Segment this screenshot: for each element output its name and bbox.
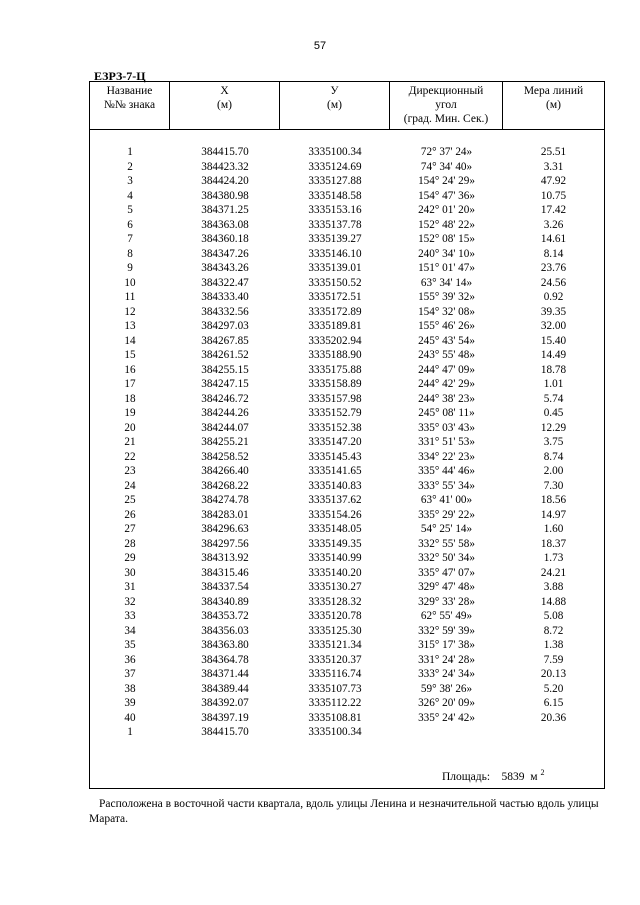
cell-angle: 326° 20' 09» [418, 697, 475, 709]
cell-length: 47.92 [540, 175, 567, 187]
cell-point-number: 16 [124, 363, 136, 376]
table-row [90, 667, 604, 682]
cell-length: 39.35 [540, 305, 567, 318]
cell-angle: 334° 22' 23» [418, 450, 475, 463]
cell-point-number: 7 [127, 233, 133, 245]
cell-point-number: 10 [124, 276, 136, 289]
cell-angle: 335° 44' 46» [418, 465, 475, 477]
cell-point-number: 35 [124, 639, 136, 651]
cell-point-number: 17 [124, 378, 136, 390]
cell-point-number: 13 [124, 320, 136, 332]
cell-x: 384397.19 [201, 711, 249, 724]
table-row [90, 696, 604, 711]
cell-y: 3335121.34 [308, 639, 362, 651]
cell-point-number: 38 [124, 682, 136, 695]
cell-y: 3335130.27 [308, 581, 362, 593]
cell-x: 384296.63 [201, 523, 249, 535]
cell-point-number: 21 [124, 436, 136, 448]
cell-y: 3335154.26 [308, 508, 362, 521]
location-note [89, 797, 609, 827]
cell-length: 3.26 [543, 218, 564, 231]
table-row [90, 624, 604, 639]
cell-x: 384415.70 [201, 146, 249, 158]
cell-angle: 152° 48' 22» [418, 218, 475, 231]
cell-point-number: 33 [124, 610, 136, 622]
cell-y: 3335100.34 [308, 146, 362, 158]
cell-x: 384423.32 [201, 160, 249, 173]
table-row [90, 232, 604, 247]
cell-x: 384283.01 [201, 508, 249, 521]
cell-length: 7.59 [543, 653, 564, 666]
table-row [90, 261, 604, 276]
cell-y: 3335145.43 [308, 450, 362, 463]
area-line [442, 768, 544, 783]
table-row [90, 725, 604, 740]
cell-y: 3335137.78 [308, 218, 362, 231]
cell-angle: 335° 24' 42» [418, 711, 475, 724]
cell-x: 384380.98 [201, 189, 249, 202]
cell-length: 5.20 [543, 682, 564, 695]
cell-point-number: 12 [124, 305, 136, 318]
cell-angle: 315° 17' 38» [418, 639, 475, 651]
table-row [90, 160, 604, 175]
cell-point-number: 22 [124, 450, 136, 463]
cell-length: 0.92 [543, 291, 564, 303]
cell-x: 384356.03 [201, 624, 249, 637]
cell-angle: 152° 08' 15» [418, 233, 475, 245]
cell-length: 17.42 [540, 204, 567, 216]
cell-x: 384371.25 [201, 204, 249, 216]
cell-length: 5.08 [543, 610, 564, 622]
table-row [90, 290, 604, 305]
cell-x: 384255.21 [201, 436, 249, 448]
cell-length: 0.45 [543, 407, 564, 419]
cell-angle: 154° 32' 08» [418, 305, 475, 318]
table-body [90, 145, 604, 740]
cell-x: 384297.56 [201, 537, 249, 550]
table-row [90, 682, 604, 697]
cell-y: 3335150.52 [308, 276, 362, 289]
cell-length: 12.29 [540, 421, 567, 434]
cell-angle: 331° 51' 53» [418, 436, 475, 448]
cell-y: 3335112.22 [308, 697, 362, 709]
table-row [90, 522, 604, 537]
cell-angle: 244° 42' 29» [418, 378, 475, 390]
cell-angle: 151° 01' 47» [418, 262, 475, 274]
cell-angle: 244° 47' 09» [418, 363, 475, 376]
cell-x: 384266.40 [201, 465, 249, 477]
cell-point-number: 37 [124, 668, 136, 680]
cell-x: 384332.56 [201, 305, 249, 318]
cell-x: 384247.15 [201, 378, 249, 390]
cell-y: 3335189.81 [308, 320, 362, 332]
table-row [90, 580, 604, 595]
cell-point-number: 27 [124, 523, 136, 535]
cell-point-number: 1 [127, 146, 133, 158]
cell-length: 5.74 [543, 392, 564, 405]
cell-length: 14.49 [540, 349, 567, 361]
cell-point-number: 40 [124, 711, 136, 724]
table-row [90, 145, 604, 160]
cell-x: 384415.70 [201, 726, 249, 738]
cell-length: 14.61 [540, 233, 567, 245]
table-row [90, 493, 604, 508]
cell-angle: 154° 24' 29» [418, 175, 475, 187]
cell-y: 3335152.79 [308, 407, 362, 419]
cell-length: 8.72 [543, 624, 564, 637]
table-row [90, 508, 604, 523]
cell-point-number: 30 [124, 566, 136, 579]
cell-point-number: 4 [127, 189, 133, 202]
cell-y: 3335172.51 [308, 291, 362, 303]
header-name: Название №№ знака [90, 82, 170, 129]
table-row [90, 435, 604, 450]
cell-y: 3335120.37 [308, 653, 362, 666]
cell-x: 384389.44 [201, 682, 249, 695]
cell-angle: 74° 34' 40» [420, 160, 473, 173]
cell-length: 32.00 [540, 320, 567, 332]
table-row [90, 609, 604, 624]
cell-y: 3335153.16 [308, 204, 362, 216]
cell-y: 3335158.89 [308, 378, 362, 390]
cell-y: 3335175.88 [308, 363, 362, 376]
cell-point-number: 28 [124, 537, 136, 550]
cell-length: 24.56 [540, 276, 567, 289]
cell-angle: 335° 47' 07» [418, 566, 475, 579]
cell-x: 384333.40 [201, 291, 249, 303]
table-row [90, 479, 604, 494]
cell-angle: 59° 38' 26» [420, 682, 473, 695]
header-x: Х (м) [170, 82, 280, 129]
cell-y: 3335157.98 [308, 392, 362, 405]
table-row [90, 348, 604, 363]
cell-x: 384246.72 [201, 392, 249, 405]
cell-length: 2.00 [543, 465, 564, 477]
cell-point-number: 14 [124, 334, 136, 347]
table-row [90, 377, 604, 392]
cell-length: 3.31 [543, 160, 564, 173]
cell-angle: 332° 50' 34» [418, 552, 475, 564]
cell-point-number: 23 [124, 465, 136, 477]
cell-point-number: 8 [127, 247, 133, 260]
cell-length: 18.78 [540, 363, 567, 376]
cell-point-number: 6 [127, 218, 133, 231]
cell-length: 1.38 [543, 639, 564, 651]
cell-angle: 154° 47' 36» [418, 189, 475, 202]
cell-length: 3.88 [543, 581, 564, 593]
cell-point-number: 26 [124, 508, 136, 521]
cell-y: 3335140.99 [308, 552, 362, 564]
cell-point-number: 32 [124, 595, 136, 608]
cell-y: 3335148.05 [308, 523, 362, 535]
table-row [90, 551, 604, 566]
cell-length: 7.30 [543, 479, 564, 492]
page-number: 57 [313, 40, 327, 52]
cell-length: 10.75 [540, 189, 567, 202]
cell-point-number: 11 [124, 291, 136, 303]
cell-angle: 245° 08' 11» [418, 407, 475, 419]
cell-x: 384347.26 [201, 247, 249, 260]
cell-y: 3335139.27 [308, 233, 362, 245]
cell-angle: 242° 01' 20» [418, 204, 475, 216]
cell-y: 3335120.78 [308, 610, 362, 622]
table-row [90, 247, 604, 262]
cell-y: 3335148.58 [308, 189, 362, 202]
table-row [90, 203, 604, 218]
cell-point-number: 1 [127, 726, 133, 738]
cell-y: 3335149.35 [308, 537, 362, 550]
cell-length: 1.01 [543, 378, 564, 390]
cell-y: 3335124.69 [308, 160, 362, 173]
cell-y: 3335146.10 [308, 247, 362, 260]
cell-angle: 63° 34' 14» [420, 276, 473, 289]
cell-x: 384267.85 [201, 334, 249, 347]
cell-point-number: 29 [124, 552, 136, 564]
table-row [90, 595, 604, 610]
cell-x: 384315.46 [201, 566, 249, 579]
cell-angle: 63° 41' 00» [420, 494, 473, 506]
cell-y: 3335139.01 [308, 262, 362, 274]
table-row [90, 363, 604, 378]
table-row [90, 406, 604, 421]
area-unit-exponent: 2 [540, 768, 545, 777]
cell-x: 384363.80 [201, 639, 249, 651]
cell-angle: 155° 46' 26» [418, 320, 475, 332]
cell-length: 14.88 [540, 595, 567, 608]
cell-angle: 243° 55' 48» [418, 349, 475, 361]
cell-length: 23.76 [540, 262, 567, 274]
cell-point-number: 34 [124, 624, 136, 637]
cell-y: 3335202.94 [308, 334, 362, 347]
table-row [90, 464, 604, 479]
cell-length: 15.40 [540, 334, 567, 347]
table-row [90, 218, 604, 233]
cell-length: 14.97 [540, 508, 567, 521]
cell-point-number: 20 [124, 421, 136, 434]
cell-x: 384360.18 [201, 233, 249, 245]
area-unit: м [530, 770, 538, 783]
cell-length: 8.14 [543, 247, 564, 260]
area-label: Площадь: [442, 770, 491, 783]
table-row [90, 638, 604, 653]
cell-x: 384364.78 [201, 653, 249, 666]
cell-point-number: 15 [124, 349, 136, 361]
table-row [90, 189, 604, 204]
cell-angle: 72° 37' 24» [420, 146, 473, 158]
cell-x: 384258.52 [201, 450, 249, 463]
cell-point-number: 31 [124, 581, 136, 593]
header-y: У (м) [280, 82, 390, 129]
cell-x: 384343.26 [201, 262, 249, 274]
cell-x: 384274.78 [201, 494, 249, 506]
cell-x: 384255.15 [201, 363, 249, 376]
table-row [90, 174, 604, 189]
cell-x: 384392.07 [201, 697, 249, 709]
area-value: 5839 [501, 770, 525, 783]
cell-y: 3335127.88 [308, 175, 362, 187]
cell-y: 3335141.65 [308, 465, 362, 477]
cell-x: 384261.52 [201, 349, 249, 361]
cell-y: 3335100.34 [308, 726, 362, 738]
cell-y: 3335147.20 [308, 436, 362, 448]
cell-angle: 240° 34' 10» [418, 247, 475, 260]
cell-y: 3335107.73 [308, 682, 362, 695]
cell-length: 25.51 [540, 146, 567, 158]
cell-point-number: 36 [124, 653, 136, 666]
cell-length: 1.60 [543, 523, 564, 535]
cell-y: 3335188.90 [308, 349, 362, 361]
cell-angle: 245° 43' 54» [418, 334, 475, 347]
cell-angle: 244° 38' 23» [418, 392, 475, 405]
cell-length: 6.15 [543, 697, 564, 709]
cell-angle: 333° 55' 34» [418, 479, 475, 492]
cell-angle: 332° 59' 39» [418, 624, 475, 637]
cell-y: 3335140.83 [308, 479, 362, 492]
cell-x: 384340.89 [201, 595, 249, 608]
table-row [90, 319, 604, 334]
cell-length: 18.37 [540, 537, 567, 550]
table-row [90, 450, 604, 465]
cell-length: 8.74 [543, 450, 564, 463]
cell-x: 384313.92 [201, 552, 249, 564]
table-row [90, 421, 604, 436]
cell-point-number: 3 [127, 175, 133, 187]
cell-x: 384363.08 [201, 218, 249, 231]
cell-x: 384424.20 [201, 175, 249, 187]
cell-x: 384244.07 [201, 421, 249, 434]
cell-angle: 62° 55' 49» [420, 610, 473, 622]
cell-point-number: 18 [124, 392, 136, 405]
cell-angle: 54° 25' 14» [420, 523, 473, 535]
cell-point-number: 2 [127, 160, 133, 173]
cell-y: 3335137.62 [308, 494, 362, 506]
cell-point-number: 9 [127, 262, 133, 274]
cell-x: 384244.26 [201, 407, 249, 419]
table-row [90, 653, 604, 668]
table-row [90, 392, 604, 407]
table-row [90, 276, 604, 291]
header-length: Мера линий (м) [523, 85, 584, 111]
cell-angle: 155° 39' 32» [418, 291, 475, 303]
cell-length: 24.21 [540, 566, 567, 579]
table-row [90, 566, 604, 581]
cell-angle: 332° 55' 58» [418, 537, 475, 550]
cell-angle: 331° 24' 28» [418, 653, 475, 666]
table-header [90, 82, 604, 130]
cell-length: 18.56 [540, 494, 567, 506]
coordinates-table [89, 81, 605, 789]
cell-y: 3335172.89 [308, 305, 362, 318]
cell-x: 384353.72 [201, 610, 249, 622]
cell-angle: 329° 47' 48» [418, 581, 475, 593]
location-note-text: Расположена в восточной части квартала, вдоль улицы Ленина и незначительной частью вдоль улицы Марата. [89, 798, 599, 825]
cell-angle: 329° 33' 28» [418, 595, 475, 608]
document-code: ЕЗРЗ-7-Ц [94, 69, 146, 83]
cell-point-number: 39 [124, 697, 136, 709]
table-row [90, 334, 604, 349]
cell-y: 3335152.38 [308, 421, 362, 434]
cell-length: 1.73 [543, 552, 564, 564]
cell-x: 384371.44 [201, 668, 249, 680]
cell-x: 384268.22 [201, 479, 249, 492]
cell-y: 3335128.32 [308, 595, 362, 608]
cell-angle: 335° 03' 43» [418, 421, 475, 434]
cell-x: 384322.47 [201, 276, 249, 289]
cell-y: 3335140.20 [308, 566, 362, 579]
cell-y: 3335116.74 [308, 668, 362, 680]
cell-length: 20.36 [540, 711, 567, 724]
cell-x: 384337.54 [201, 581, 249, 593]
table-row [90, 305, 604, 320]
cell-y: 3335125.30 [308, 624, 362, 637]
cell-length: 3.75 [543, 436, 564, 448]
cell-point-number: 25 [124, 494, 136, 506]
cell-length: 20.13 [540, 668, 567, 680]
table-row [90, 537, 604, 552]
cell-angle: 333° 24' 34» [418, 668, 475, 680]
header-angle: Дирекционный угол (град. Мин. Сек.) [390, 82, 503, 129]
cell-y: 3335108.81 [308, 711, 362, 724]
cell-point-number: 19 [124, 407, 136, 419]
table-row [90, 711, 604, 726]
cell-point-number: 5 [127, 204, 133, 216]
cell-x: 384297.03 [201, 320, 249, 332]
cell-point-number: 24 [124, 479, 136, 492]
cell-angle: 335° 29' 22» [418, 508, 475, 521]
